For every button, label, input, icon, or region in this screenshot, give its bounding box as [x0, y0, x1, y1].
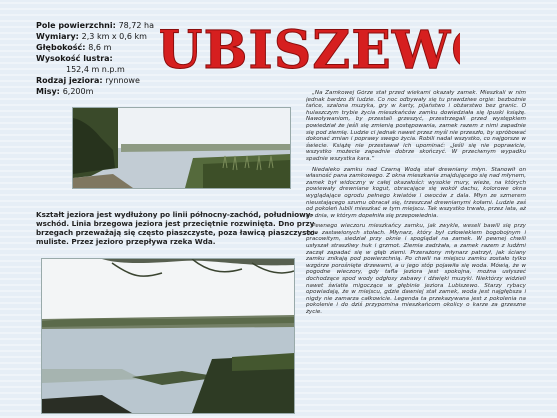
lake-description: Kształt jeziora jest wydłużony po linii północny-zachód, południowy-wschód. Linia brzegowa jeziora jest przeciętnie rozwinięta. Dno przy brzegach przeważają się często piaszczyste, poza ławicą piaszczysto-muliste. Przez jezioro przepływa rzeka Wda.	[36, 210, 318, 246]
legend-paragraph: Niedaleko zamku nad Czarną Wodą stał drewniany młyn. Stanowił on własność pana zamkowego. Z okna mieszkania znajdującego się nad młynem, zamek był widoczny w całej okazałości: wysokie mury, wieże, na których powiewały drewniane kogut, obracające się wokół dachu, kolorowe okna wyglądające ogrodu pełnego kwiatów i owoców z dala. Młyn ze szmerem nieustającego szumu obracał się, trzeszczał drewnianymi kołami. Ludzie zaś od pokoleń lubili mieszkać w tym miejscu. Tak wszystko trwało, przez lata, aż do dnia, w którym dopełniła się przepowiednia.	[306, 166, 526, 219]
fact-value: 6,200m	[62, 87, 94, 96]
title-text: UBISZEW	[160, 20, 452, 81]
legend-text	[306, 90, 526, 406]
fact-label: Rodzaj jeziora:	[36, 76, 103, 85]
lake-facts	[36, 20, 156, 97]
fact-label: Pole powierzchni:	[36, 21, 116, 30]
fact-label: Misy:	[36, 87, 60, 96]
lake-photo-top	[72, 107, 291, 189]
fact-area	[36, 20, 156, 31]
fact-height-value-row	[36, 64, 156, 75]
fact-depth	[36, 42, 156, 53]
fact-label: Wymiary:	[36, 32, 79, 41]
legend-paragraph: Pewnego wieczoru mieszkańcy zamku, jak zwykle, weseli bawili się przy suto zastawionych stołach. Młynarz, który był człowiekiem bogobojnym i pracowitym, siedział przy oknie i spoglądał na zamek. W pewnej chwili usłyszał straszliwy huk i grzmot. Ziemia zadrżała, a zamek razem z ludźmi zaczął zapadać się w głąb ziemi. Przerażony młynarz patrzył, jak ściany zamku znikają pod powierzchnią. Po chwili na miejscu zamku zostało tylko wzgórze porośnięte drzewami, a u jego stóp pojawiła się woda. Mówią, że w pogodne wieczory, gdy tafla jeziora jest spokojna, można usłyszeć dochodzące spod wody odgłosy zabawy i dźwięki muzyki. Niektórzy widzieli nawet światła migoczące w głębinie jeziora Lubiszewo. Starzy rybacy opowiadają, że w miejscu, gdzie dawniej stał zamek, woda jest najgłębsza i nigdy nie zamarza całkowicie. Legenda ta przekazywana jest z pokolenia na pokolenie i do dziś przypomina mieszkańcom okolicy o karze za grzeszne życie.	[306, 223, 526, 315]
fact-label: Głębokość:	[36, 43, 86, 52]
legend-paragraph: „Na Zamkowej Górze stał przed wiekami okazały zamek. Mieszkali w nim jednak bardzo źli ludzie. Co noc odbywały się tu prawdziwe orgie: bezbożnie tańce, szalona muzyka, gry w karty, pijaństwo i obżarstwo bez granic. O hulaszczym trybie życia mieszkańców zamku dowiedziała się Ipuski książę. Nawoływaniom, by przestali grzeszyć, przestrzegali przed występkiem powiedział że jeśli się zmienią postępowania, zamek razem z nimi zapadnie się pod ziemię. Ludzie ci jednak nawet przez myśl nie przeszło, by spróbować dokonać zmian i poprawy swego życia. Robili nadal wszystko, co najgorsze w świecie. Książę nie przestawał ich upominać: „Jeśli się nie poprawicie, wszystko możecie zapadnie dobrze skończyć. W przeciwnym wypadku spadnie wszystka kara.”	[306, 90, 526, 162]
fact-type	[36, 75, 156, 86]
fact-value: 2,3 km x 0,6 km	[81, 32, 147, 41]
fact-height	[36, 53, 156, 64]
fact-value: rynnowe	[105, 76, 140, 85]
lake-photo-bottom	[41, 258, 295, 414]
title-graphic	[160, 16, 460, 86]
fact-value: 8,6 m	[88, 43, 112, 52]
fact-value: 78,72 ha	[118, 21, 154, 30]
fact-label: Wysokość lustra:	[36, 54, 113, 63]
fact-misy	[36, 86, 156, 97]
fact-dimensions	[36, 31, 156, 42]
lake-photo-top-graphic	[73, 108, 290, 188]
slide-title	[160, 16, 460, 86]
fact-value: 152,4 m n.p.m	[66, 65, 125, 74]
lake-photo-bottom-graphic	[42, 259, 294, 413]
